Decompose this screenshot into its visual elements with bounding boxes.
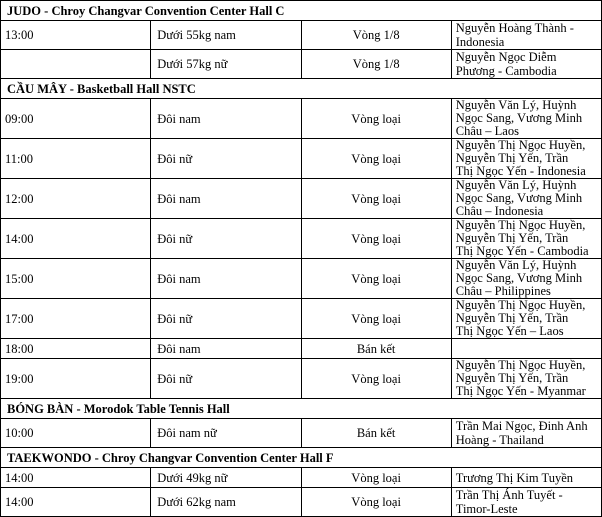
schedule-body xyxy=(1,1,602,517)
athlete-line: Nguyễn Văn Lý, Huỳnh Ngọc Sang, Vương Minh xyxy=(455,178,583,205)
athlete-line: Nguyễn Thị Ngọc Huyền, Nguyễn Thị Yến, Trần xyxy=(455,298,586,325)
athletes-cell xyxy=(451,21,601,50)
table-row xyxy=(1,299,602,339)
time-cell: 14:00 xyxy=(1,468,151,488)
table-row xyxy=(1,179,602,219)
section-header-row xyxy=(1,1,602,21)
event-cell: Dưới 62kg nam xyxy=(151,488,301,517)
time-cell: 18:00 xyxy=(1,339,151,359)
event-cell: Đôi nữ xyxy=(151,139,301,179)
athletes-cell xyxy=(451,219,601,259)
athlete-line: Châu – Philippines xyxy=(455,284,551,298)
table-row xyxy=(1,419,602,448)
round-cell: Vòng loại xyxy=(301,488,451,517)
event-cell: Đôi nam xyxy=(151,339,301,359)
athlete-line: Nguyễn Thị Ngọc Huyền, Nguyễn Thị Yến, Trần xyxy=(455,138,586,165)
athlete-line: Thị Ngọc Yến - Myanmar xyxy=(455,384,586,398)
table-row xyxy=(1,359,602,399)
round-cell: Vòng loại xyxy=(301,299,451,339)
athlete-line: Nguyễn Hoàng Thành - Indonesia xyxy=(455,21,574,49)
athletes-cell xyxy=(451,359,601,399)
athlete-line: Nguyễn Ngọc Diễm Phương - Cambodia xyxy=(455,50,557,78)
event-cell: Đôi nam xyxy=(151,99,301,139)
round-cell: Vòng loại xyxy=(301,468,451,488)
time-cell: 14:00 xyxy=(1,219,151,259)
event-cell: Đôi nam xyxy=(151,179,301,219)
athlete-line: Châu – Laos xyxy=(455,124,519,138)
time-cell: 13:00 xyxy=(1,21,151,50)
event-cell: Đôi nữ xyxy=(151,299,301,339)
athlete-line: Trần Thị Ánh Tuyết - Timor-Leste xyxy=(455,488,563,516)
round-cell: Vòng 1/8 xyxy=(301,50,451,79)
round-cell: Vòng loại xyxy=(301,139,451,179)
time-cell: 09:00 xyxy=(1,99,151,139)
table-row xyxy=(1,339,602,359)
event-cell: Đôi nam xyxy=(151,259,301,299)
athletes-cell xyxy=(451,179,601,219)
event-cell: Đôi nam nữ xyxy=(151,419,301,448)
table-row xyxy=(1,50,602,79)
athletes-cell xyxy=(451,50,601,79)
table-row xyxy=(1,21,602,50)
section-title: CẦU MÂY - Basketball Hall NSTC xyxy=(1,79,602,99)
round-cell: Vòng 1/8 xyxy=(301,21,451,50)
round-cell: Vòng loại xyxy=(301,219,451,259)
section-title: BÓNG BÀN - Morodok Table Tennis Hall xyxy=(1,399,602,419)
section-title: JUDO - Chroy Changvar Convention Center Hall C xyxy=(1,1,602,21)
table-row xyxy=(1,259,602,299)
event-cell: Đôi nữ xyxy=(151,219,301,259)
athlete-line: Thị Ngọc Yến - Indonesia xyxy=(455,164,586,178)
table-row xyxy=(1,488,602,517)
round-cell: Vòng loại xyxy=(301,99,451,139)
event-cell: Dưới 57kg nữ xyxy=(151,50,301,79)
table-row xyxy=(1,99,602,139)
round-cell: Vòng loại xyxy=(301,359,451,399)
time-cell: 17:00 xyxy=(1,299,151,339)
time-cell: 12:00 xyxy=(1,179,151,219)
athletes-cell xyxy=(451,419,601,448)
athletes-cell xyxy=(451,468,601,488)
athlete-line: Thị Ngọc Yến - Cambodia xyxy=(455,244,589,258)
section-title: TAEKWONDO - Chroy Changvar Convention Center Hall F xyxy=(1,448,602,468)
time-cell: 10:00 xyxy=(1,419,151,448)
athlete-line: Nguyễn Thị Ngọc Huyền, Nguyễn Thị Yến, Trần xyxy=(455,218,586,245)
athlete-line: Trương Thị Kim Tuyền xyxy=(455,470,573,485)
athlete-line: Châu – Indonesia xyxy=(455,204,544,218)
athletes-cell xyxy=(451,99,601,139)
time-cell: 19:00 xyxy=(1,359,151,399)
time-cell: 14:00 xyxy=(1,488,151,517)
round-cell: Vòng loại xyxy=(301,259,451,299)
time-cell xyxy=(1,50,151,79)
athlete-line: Nguyễn Văn Lý, Huỳnh Ngọc Sang, Vương Minh xyxy=(455,258,583,285)
athletes-cell xyxy=(451,259,601,299)
athletes-cell xyxy=(451,488,601,517)
table-row xyxy=(1,219,602,259)
time-cell: 15:00 xyxy=(1,259,151,299)
athlete-line: Thị Ngọc Yến – Laos xyxy=(455,324,564,338)
time-cell: 11:00 xyxy=(1,139,151,179)
event-cell: Đôi nữ xyxy=(151,359,301,399)
event-cell: Dưới 49kg nữ xyxy=(151,468,301,488)
round-cell: Bán kết xyxy=(301,339,451,359)
athletes-cell xyxy=(451,299,601,339)
round-cell: Bán kết xyxy=(301,419,451,448)
athlete-line: Nguyễn Thị Ngọc Huyền, Nguyễn Thị Yến, Trần xyxy=(455,358,586,385)
athletes-cell xyxy=(451,339,601,359)
athlete-line: Nguyễn Văn Lý, Huỳnh Ngọc Sang, Vương Minh xyxy=(455,98,583,125)
table-row xyxy=(1,468,602,488)
athletes-cell xyxy=(451,139,601,179)
section-header-row xyxy=(1,399,602,419)
athlete-line: Trần Mai Ngọc, Đinh Anh Hoàng - Thailand xyxy=(455,419,588,447)
table-row xyxy=(1,139,602,179)
section-header-row xyxy=(1,79,602,99)
section-header-row xyxy=(1,448,602,468)
round-cell: Vòng loại xyxy=(301,179,451,219)
event-cell: Dưới 55kg nam xyxy=(151,21,301,50)
